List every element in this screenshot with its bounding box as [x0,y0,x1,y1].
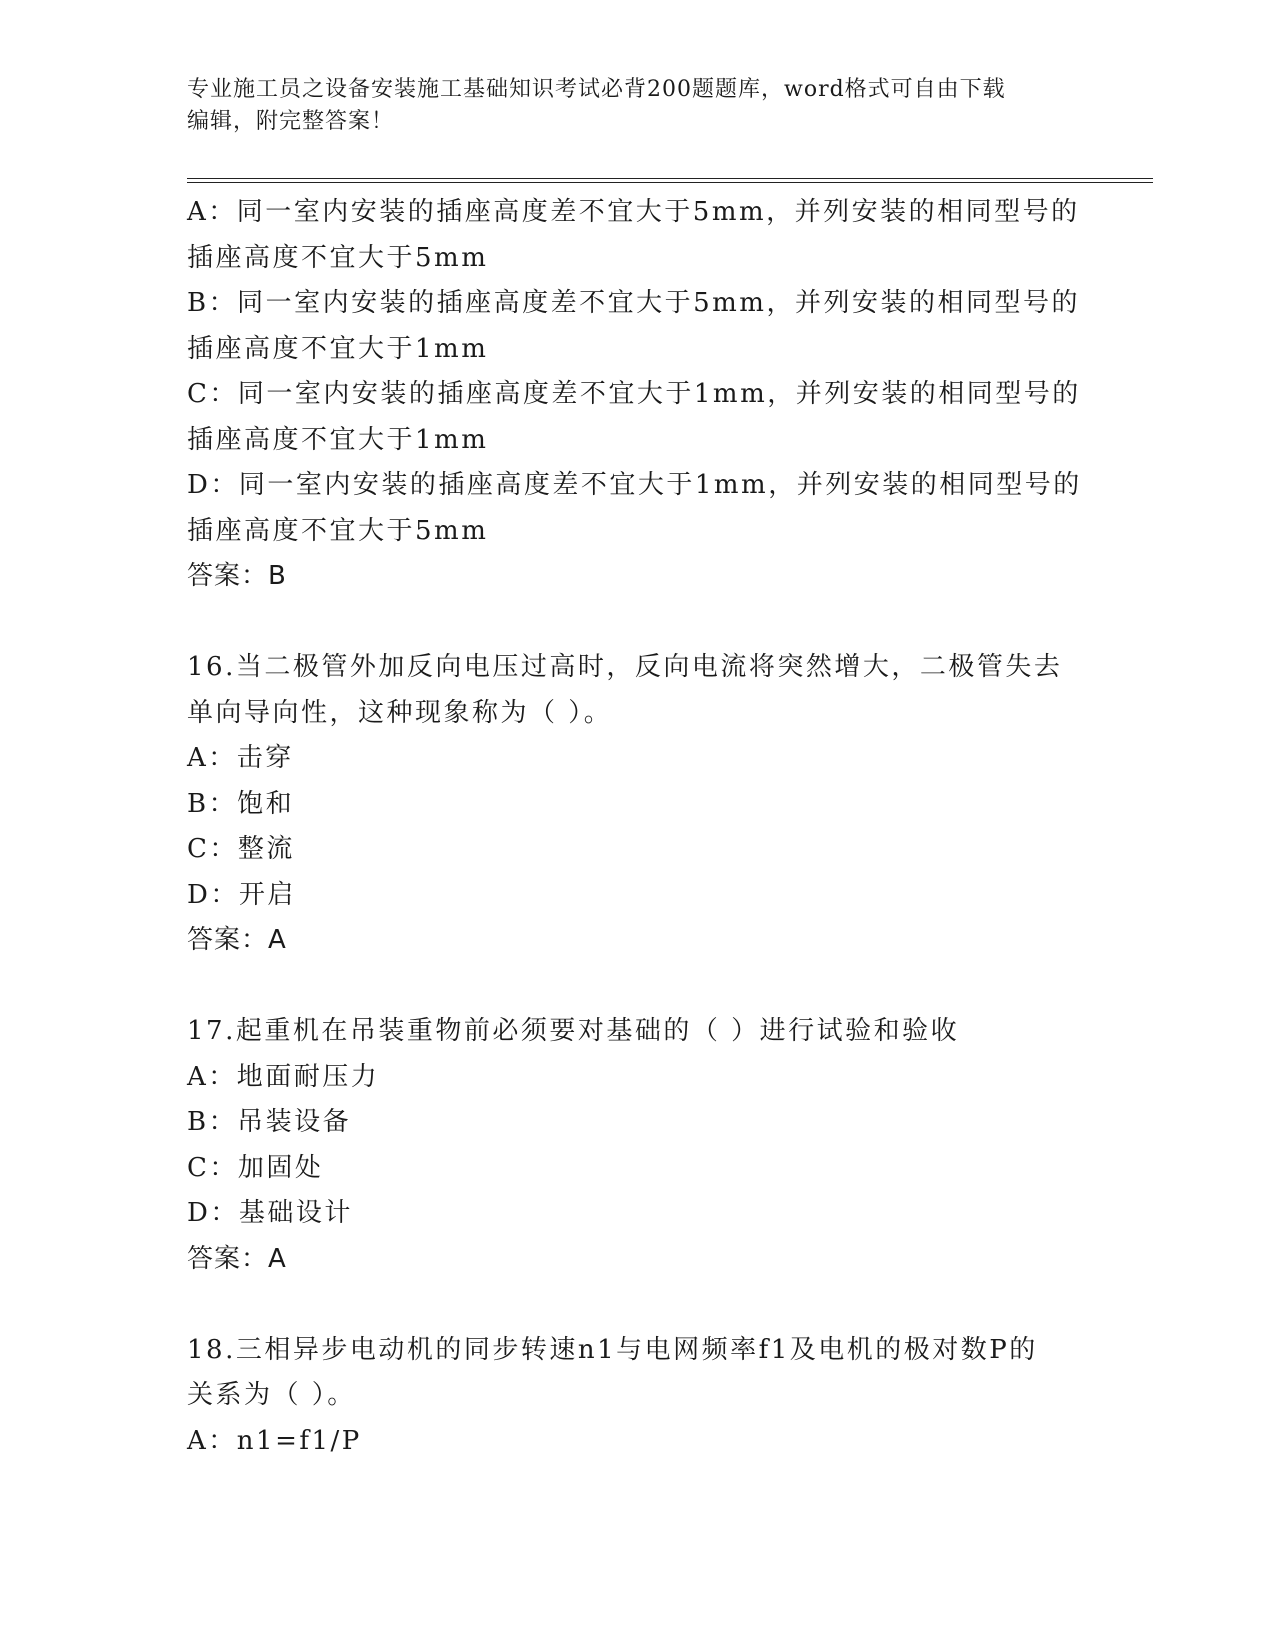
option-d: D：基础设计 [187,1198,353,1228]
answer: 答案：B [187,561,287,591]
option-b: B：吊装设备 [187,1107,352,1137]
answer: 答案：A [187,1243,287,1274]
question-list [187,190,1087,1464]
question-18 [187,1328,1087,1465]
option-d-line-2: 插座高度不宜大于5mm [187,515,489,546]
spacer [187,1282,1087,1328]
option-d-line-1: D：同一室内安装的插座高度差不宜大于1mm，并列安装的相同型号的 [187,470,1082,500]
option-a-line-2: 插座高度不宜大于5mm [187,242,489,273]
option-d: D：开启 [187,879,296,910]
option-c: C：整流 [187,834,295,864]
option-a-line-1: A：同一室内安装的插座高度差不宜大于5mm，并列安装的相同型号的 [187,197,1080,227]
question-stem-line-1: 17.起重机在吊装重物前必须要对基础的（ ）进行试验和验收 [187,1016,960,1046]
option-b-line-2: 插座高度不宜大于1mm [187,333,489,364]
question-stem-line-1: 18.三相异步电动机的同步转速n1与电网频率f1及电机的极对数P的 [187,1334,1038,1365]
option-c-line-1: C：同一室内安装的插座高度差不宜大于1mm，并列安装的相同型号的 [187,379,1081,409]
spacer [187,600,1087,646]
option-c: C：加固处 [187,1152,324,1183]
document-header [187,74,1107,138]
option-a: A：击穿 [187,743,294,773]
answer: 答案：A [187,925,287,955]
question-stem-line-2: 单向导向性，这种现象称为（ ）。 [187,697,613,728]
option-a: A：地面耐压力 [187,1061,380,1092]
option-a: A：n1=f1/P [187,1425,362,1456]
option-b: B：饱和 [187,788,295,819]
option-b-line-1: B：同一室内安装的插座高度差不宜大于5mm，并列安装的相同型号的 [187,288,1080,318]
header-divider [187,178,1153,183]
option-c-line-2: 插座高度不宜大于1mm [187,424,489,455]
header-line-1: 专业施工员之设备安装施工基础知识考试必背200题题库，word格式可自由下载 [187,77,1006,102]
question-stem-line-2: 关系为（ ）。 [187,1380,356,1410]
spacer [187,964,1087,1010]
question-stem-line-1: 16.当二极管外加反向电压过高时，反向电流将突然增大，二极管失去 [187,652,1063,682]
question-16 [187,645,1087,964]
question-17 [187,1009,1087,1282]
header-line-2: 编辑，附完整答案！ [187,109,395,134]
question-15 [187,190,1087,600]
